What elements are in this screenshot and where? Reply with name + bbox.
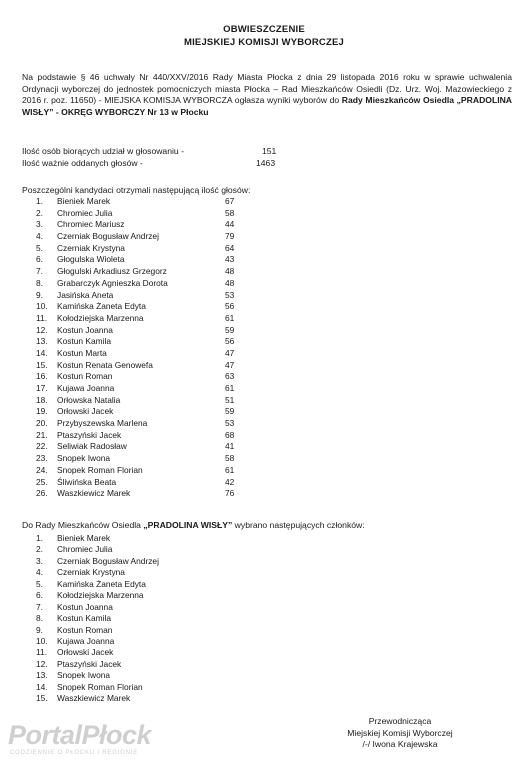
candidate-number: 12. xyxy=(36,324,48,335)
elected-number: 15. xyxy=(36,693,48,704)
candidate-name: Kostun Kamila xyxy=(57,336,111,347)
candidate-votes: 58 xyxy=(225,453,235,464)
candidate-votes: 47 xyxy=(225,347,235,358)
candidate-votes: 59 xyxy=(225,324,235,335)
candidate-name: Kołodziejska Marzenna xyxy=(57,312,144,323)
candidate-name: Snopek Roman Florian xyxy=(57,464,143,475)
candidate-votes: 67 xyxy=(225,196,235,206)
candidate-name: Kamińska Żaneta Edyta xyxy=(57,301,146,312)
candidate-number: 16. xyxy=(36,371,48,382)
elected-name: Czerniak Krystyna xyxy=(57,567,125,578)
candidate-votes: 63 xyxy=(225,371,235,382)
intro-bold: Rady Mieszkańców Osiedla „PRADOLINA WISŁY” - OKRĘG WYBORCZY Nr 13 w Płocku xyxy=(22,95,513,117)
candidate-number: 7. xyxy=(36,266,43,277)
candidate-name: Chromiec Julia xyxy=(57,207,113,218)
elected-number: 4. xyxy=(36,567,43,578)
elected-number: 2. xyxy=(36,544,43,555)
elected-number: 6. xyxy=(36,590,43,601)
candidate-name: Seliwiak Radosław xyxy=(57,441,127,452)
elected-number: 7. xyxy=(36,601,43,612)
candidate-number: 24. xyxy=(36,464,48,475)
stat-valid-votes-label: Ilość ważnie oddanych głosów - xyxy=(22,158,143,168)
candidate-votes: 61 xyxy=(225,464,235,475)
stat-participants-label: Ilość osób biorących udział w głosowaniu - xyxy=(22,146,184,156)
candidate-name: Kostun Marta xyxy=(57,347,107,358)
candidate-name: Śliwińska Beata xyxy=(57,476,117,487)
elected-name: Kołodziejska Marzenna xyxy=(57,590,144,601)
intro-text: Na podstawie § 46 uchwały Nr 440/XXV/2016 Rady Miasta Płocka z dnia 29 listopada 2016 roku w sprawie uchwalenia Ordynacji wyborczej do jednostek pomocniczych miasta Płocka – Rad Mieszkańców Osiedli (Dz. Urz. Woj. Mazowieckiego z 2016 r. poz. 11650) - MIEJSKA KOMISJA WYBORCZA ogłasza wyniki wyborów do xyxy=(22,72,512,106)
stat-valid-votes-value: 1463 xyxy=(256,158,276,168)
candidate-name: Waszkiewicz Marek xyxy=(57,488,131,499)
candidate-name: Czerniak Bogusław Andrzej xyxy=(57,231,159,242)
candidate-number: 4. xyxy=(36,231,43,242)
candidate-votes: 53 xyxy=(225,418,235,429)
intro-paragraph xyxy=(22,72,512,118)
watermark-logo: PortalPłock xyxy=(8,720,152,750)
candidate-votes: 76 xyxy=(225,488,235,499)
candidate-number: 5. xyxy=(36,242,43,253)
candidate-number: 2. xyxy=(36,207,43,218)
candidate-votes: 59 xyxy=(225,406,235,417)
candidate-votes: 56 xyxy=(225,336,235,347)
candidate-votes: 61 xyxy=(225,312,235,323)
elected-name: Kujawa Joanna xyxy=(57,635,115,646)
elected-number: 13. xyxy=(36,670,48,681)
elected-heading xyxy=(22,520,365,530)
candidate-name: Kostun Roman xyxy=(57,371,113,382)
stat-valid-votes xyxy=(22,157,322,169)
candidate-name: Jasińska Aneta xyxy=(57,289,114,300)
elected-number: 1. xyxy=(36,533,43,543)
candidate-number: 26. xyxy=(36,488,48,499)
elected-heading-pre: Do Rady Mieszkańców Osiedla xyxy=(22,520,144,530)
signature-block xyxy=(300,716,500,751)
candidate-number: 1. xyxy=(36,196,43,206)
candidate-votes: 61 xyxy=(225,383,235,393)
candidate-number: 23. xyxy=(36,453,48,464)
candidate-name: Chromiec Mariusz xyxy=(57,219,125,230)
candidate-number: 8. xyxy=(36,277,43,288)
candidate-number: 10. xyxy=(36,301,48,312)
candidate-name: Grabarczyk Agnieszka Dorota xyxy=(57,277,168,288)
elected-name: Ptaszyński Jacek xyxy=(57,658,122,669)
candidate-number: 13. xyxy=(36,336,48,347)
candidate-votes: 56 xyxy=(225,301,235,312)
elected-number: 8. xyxy=(36,613,43,624)
elected-name: Snopek Iwona xyxy=(57,670,111,681)
elected-name: Bieniek Marek xyxy=(57,533,111,543)
candidate-number: 21. xyxy=(36,429,48,440)
elected-number: 3. xyxy=(36,555,43,566)
candidate-number: 25. xyxy=(36,476,48,487)
elected-number: 5. xyxy=(36,578,43,589)
candidate-votes: 58 xyxy=(225,207,235,218)
elected-name: Kostun Kamila xyxy=(57,613,111,624)
candidate-votes: 53 xyxy=(225,289,235,300)
candidate-number: 9. xyxy=(36,289,43,300)
elected-name: Kostun Roman xyxy=(57,624,113,635)
candidate-votes: 42 xyxy=(225,476,235,487)
candidate-votes: 47 xyxy=(225,359,235,370)
candidate-name: Przybyszewska Marlena xyxy=(57,418,148,429)
candidate-votes: 79 xyxy=(225,231,235,242)
candidate-name: Kostun Joanna xyxy=(57,324,113,335)
candidate-number: 22. xyxy=(36,441,48,452)
watermark-tagline: CODZIENNIE O PŁOCKU I REGIONIE xyxy=(10,750,139,756)
vote-stats xyxy=(22,145,322,169)
candidate-number: 6. xyxy=(36,254,43,265)
candidate-name: Kostun Renata Genowefa xyxy=(57,359,153,370)
elected-name: Kamińska Żaneta Edyta xyxy=(57,578,146,589)
elected-number: 12. xyxy=(36,658,48,669)
candidates-heading: Poszczególni kandydaci otrzymali następującą ilość głosów: xyxy=(22,185,251,195)
elected-name: Waszkiewicz Marek xyxy=(57,693,131,704)
signature-body: Miejskiej Komisji Wyborczej xyxy=(347,727,453,738)
candidate-name: Ptaszyński Jacek xyxy=(57,429,122,440)
candidate-votes: 44 xyxy=(225,219,235,230)
candidate-name: Czerniak Krystyna xyxy=(57,242,125,253)
candidate-votes: 48 xyxy=(225,266,235,277)
candidate-votes: 48 xyxy=(225,277,235,288)
document-title: OBWIESZCZENIE xyxy=(223,24,305,35)
elected-number: 14. xyxy=(36,681,48,692)
candidate-votes: 51 xyxy=(225,394,235,405)
candidate-name: Orłowski Jacek xyxy=(57,406,114,417)
document-subtitle: MIEJSKIEJ KOMISJI WYBORCZEJ xyxy=(183,37,345,48)
signature-role: Przewodnicząca xyxy=(368,716,432,726)
candidate-number: 14. xyxy=(36,347,48,358)
elected-name: Chromiec Julia xyxy=(57,544,113,555)
candidate-name: Głogulski Arkadiusz Grzegorz xyxy=(57,266,167,277)
candidate-name: Głogulska Wioleta xyxy=(57,254,125,265)
candidate-number: 11. xyxy=(36,312,48,323)
candidate-name: Orłowska Natalia xyxy=(57,394,121,405)
candidate-name: Kujawa Joanna xyxy=(57,383,115,393)
candidate-name: Snopek Iwona xyxy=(57,453,111,464)
candidate-votes: 43 xyxy=(225,254,235,265)
elected-name: Kostun Joanna xyxy=(57,601,113,612)
elected-name: Orłowski Jacek xyxy=(57,647,114,658)
stat-participants-value: 151 xyxy=(262,146,277,156)
elected-name: Czerniak Bogusław Andrzej xyxy=(57,555,159,566)
candidate-number: 20. xyxy=(36,418,48,429)
elected-name: Snopek Roman Florian xyxy=(57,681,143,692)
candidate-votes: 64 xyxy=(225,242,235,253)
candidate-votes: 68 xyxy=(225,429,235,440)
candidate-number: 17. xyxy=(36,383,48,393)
candidate-number: 18. xyxy=(36,394,48,405)
elected-number: 10. xyxy=(36,635,48,646)
stat-participants xyxy=(22,145,322,157)
candidate-votes: 41 xyxy=(225,441,235,452)
elected-number: 9. xyxy=(36,624,43,635)
signature-name: /-/ Iwona Krajewska xyxy=(362,739,438,749)
candidate-name: Bieniek Marek xyxy=(57,196,111,206)
candidate-number: 3. xyxy=(36,219,43,230)
candidate-number: 19. xyxy=(36,406,48,417)
elected-number: 11. xyxy=(36,647,48,658)
elected-heading-post: wybrano następujących członków: xyxy=(232,520,365,530)
candidate-number: 15. xyxy=(36,359,48,370)
elected-heading-bold: „PRADOLINA WISŁY” xyxy=(143,520,233,530)
